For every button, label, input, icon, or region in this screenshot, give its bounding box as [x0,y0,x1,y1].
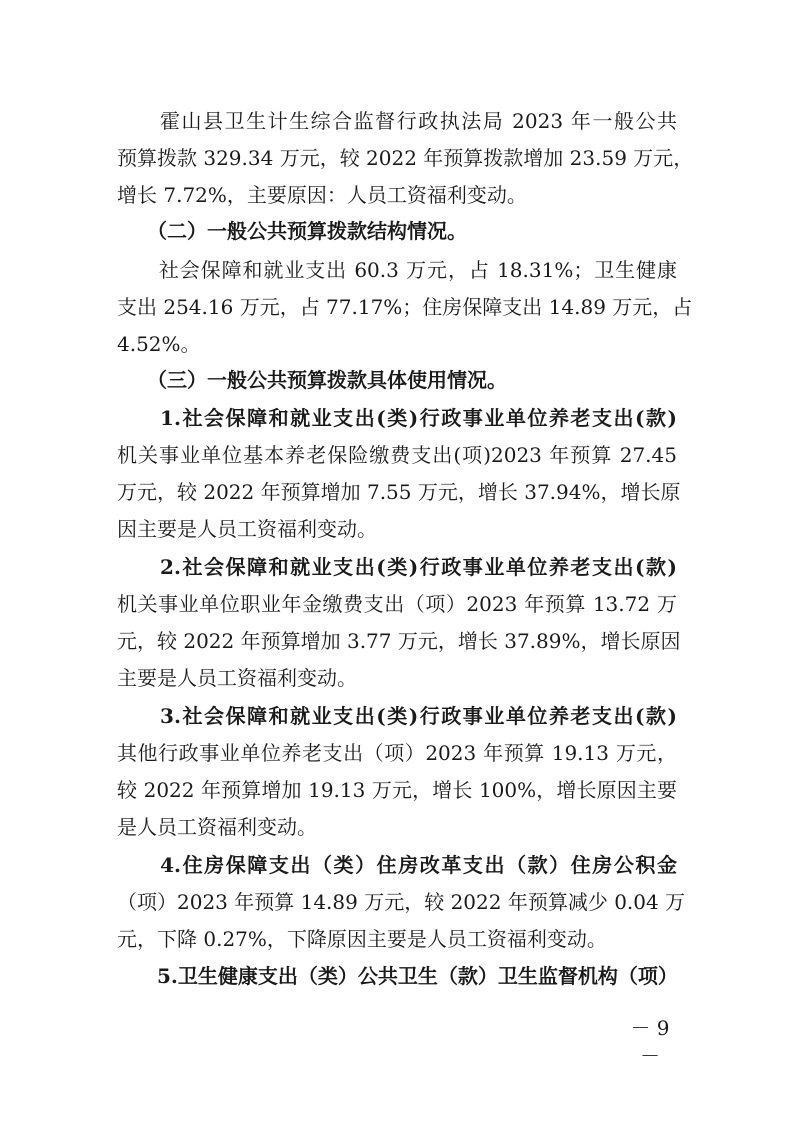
paragraph-line: 机关事业单位职业年金缴费支出（项）2023 年预算 13.72 万 [117,592,677,616]
section-heading: （三）一般公共预算拨款具体使用情况。 [117,368,507,392]
paragraph-line: 元，较 2022 年预算增加 3.77 万元，增长 37.89%，增长原因 [117,629,681,653]
paragraph-line: 增长 7.72%，主要原因：人员工资福利变动。 [117,183,527,207]
paragraph-line: 4.52%。 [117,332,201,356]
paragraph-line: 社会保障和就业支出 60.3 万元，占 18.31%；卫生健康 [117,258,677,282]
page-number: － 9 － [630,1016,670,1068]
item-heading-line: 2.社会保障和就业支出(类)行政事业单位养老支出(款) [117,555,677,579]
paragraph-line: 其他行政事业单位养老支出（项）2023 年预算 19.13 万元， [117,741,677,765]
item-heading-line: 4.住房保障支出（类）住房改革支出（款）住房公积金 [117,853,677,877]
section-heading: （二）一般公共预算拨款结构情况。 [117,219,467,243]
paragraph-line: 支出 254.16 万元，占 77.17%；住房保障支出 14.89 万元，占 [117,295,693,319]
paragraph-line: （项）2023 年预算 14.89 万元，较 2022 年预算减少 0.04 万 [117,890,686,914]
paragraph-line: 预算拨款 329.34 万元，较 2022 年预算拨款增加 23.59 万元， [117,146,694,170]
item-heading-line: 1.社会保障和就业支出(类)行政事业单位养老支出(款) [117,406,677,430]
item-heading-line: 5.卫生健康支出（类）公共卫生（款）卫生监督机构（项） [117,964,678,988]
paragraph-line: 万元，较 2022 年预算增加 7.55 万元，增长 37.94%，增长原 [117,480,681,504]
paragraph-line: 元，下降 0.27%，下降原因主要是人员工资福利变动。 [117,927,607,951]
item-heading-line: 3.社会保障和就业支出(类)行政事业单位养老支出(款) [117,704,677,728]
paragraph-line: 机关事业单位基本养老保险缴费支出(项)2023 年预算 27.45 [117,443,677,467]
paragraph-line: 是人员工资福利变动。 [117,815,317,839]
paragraph-line: 主要是人员工资福利变动。 [117,666,357,690]
paragraph-line: 霍山县卫生计生综合监督行政执法局 2023 年一般公共 [117,109,677,133]
paragraph-line: 因主要是人员工资福利变动。 [117,517,377,541]
paragraph-line: 较 2022 年预算增加 19.13 万元，增长 100%，增长原因主要 [117,778,677,802]
